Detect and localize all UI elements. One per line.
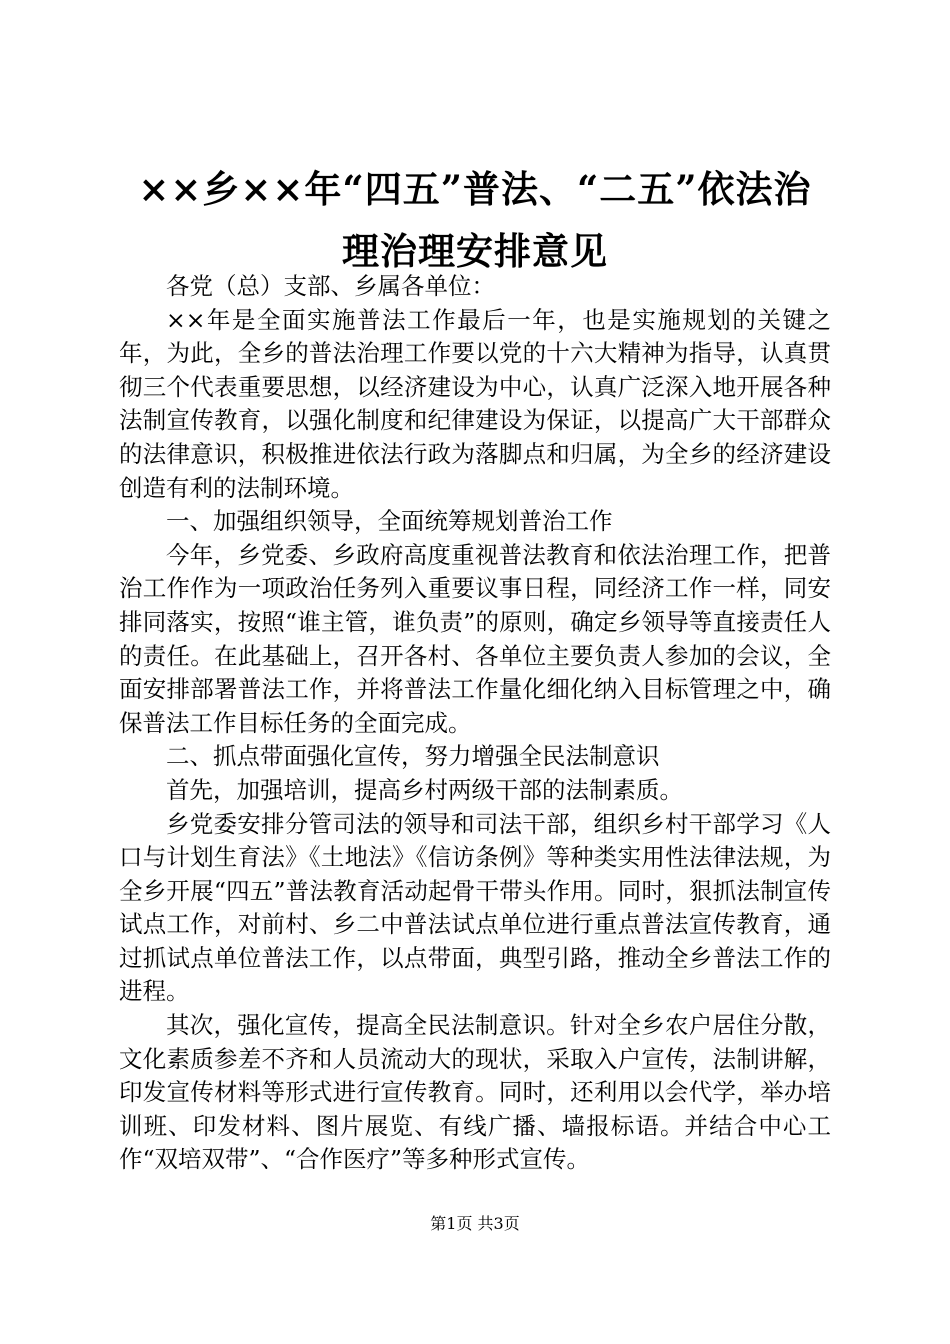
title-line-2: 理治理安排意见 (342, 229, 608, 273)
document-title (100, 158, 850, 282)
section-heading-1: 一、加强组织领导，全面统筹规划普治工作 (166, 507, 613, 536)
paragraph-intro: ××年是全面实施普法工作最后一年，也是实施规划的关键之年，为此，全乡的普法治理工作要以党的十六大精神为指导，认真贯彻三个代表重要思想，以经济建设为中心，认真广泛深入地开展各种法制宣传教育，以强化制度和纪律建设为保证，以提高广大干部群众的法律意识，积极推进依法行政为落脚点和归属，为全乡的经济建设创造有利的法制环境。 (119, 305, 831, 502)
title-line-1: ××乡××年“四五”普法、“二五”依法治 (138, 167, 812, 211)
paragraph-publicity: 其次，强化宣传，提高全民法制意识。针对全乡农户居住分散，文化素质参差不齐和人员流动大的现状，采取入户宣传，法制讲解，印发宣传材料等形式进行宣传教育。同时，还利用以会代学，举办培训班、印发材料、图片展览、有线广播、墙报标语。并结合中心工作“双培双带”、“合作医疗”等多种形式宣传。 (119, 1011, 831, 1174)
paragraph-first-point: 首先，加强培训，提高乡村两级干部的法制素质。 (166, 775, 683, 804)
salutation: 各党（总）支部、乡属各单位： (166, 272, 495, 300)
paragraph-training: 乡党委安排分管司法的领导和司法干部，组织乡村干部学习《人口与计划生育法》《土地法》《信访条例》等种类实用性法律法规，为全乡开展“四五”普法教育活动起骨干带头作用。同时，狠抓法制宣传试点工作，对前村、乡二中普法试点单位进行重点普法宣传教育，通过抓试点单位普法工作，以点带面，典型引路，推动全乡普法工作的进程。 (119, 809, 831, 1006)
section-heading-2: 二、抓点带面强化宣传，努力增强全民法制意识 (166, 742, 660, 771)
page-footer: 第1页 共3页 (430, 1214, 520, 1233)
paragraph-section-1: 今年，乡党委、乡政府高度重视普法教育和依法治理工作，把普治工作作为一项政治任务列入重要议事日程，同经济工作一样，同安排同落实，按照“谁主管，谁负责”的原则，确定乡领导等直接责任人的责任。在此基础上，召开各村、各单位主要负责人参加的会议，全面安排部署普法工作，并将普法工作量化细化纳入目标管理之中，确保普法工作目标任务的全面完成。 (119, 540, 831, 737)
document-body (119, 270, 831, 1177)
